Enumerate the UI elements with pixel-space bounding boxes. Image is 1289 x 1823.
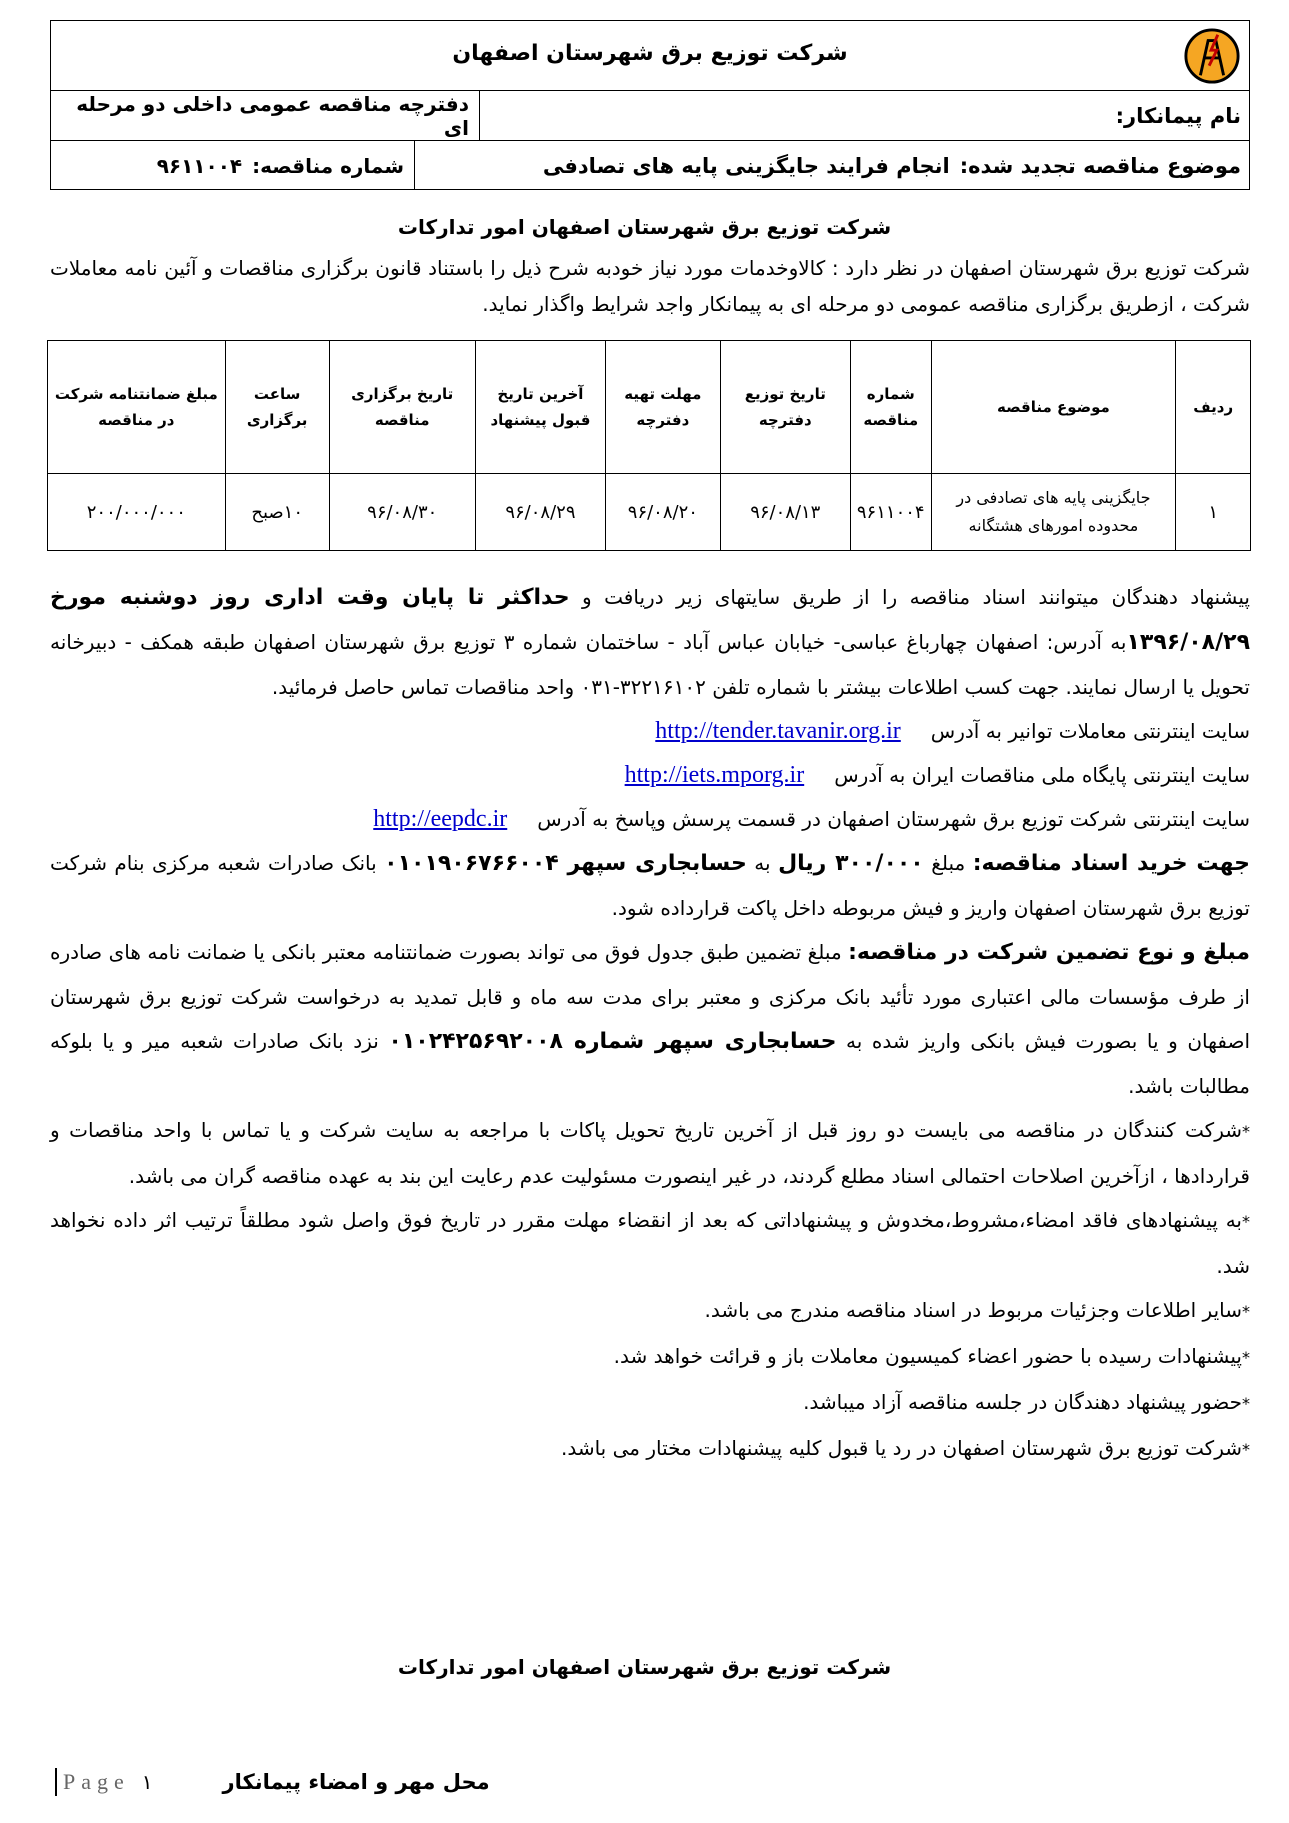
table-header-row [48, 341, 1251, 474]
link-tavanir[interactable]: http://tender.tavanir.org.ir [655, 718, 901, 744]
purchase-text-b: به [746, 851, 779, 875]
site-line-eepdc [50, 797, 1250, 841]
cell-holding-time: ۱۰صبح [225, 474, 329, 551]
site-label-iets: سایت اینترنتی پایگاه ملی مناقصات ایران به آدرس [834, 763, 1250, 787]
submission-deadline: حداکثر تا پایان وقت اداری روز دوشنبه مورخ ۱۳۹۶/۰۸/۲۹ [50, 585, 1250, 655]
purchase-text-a: مبلغ [923, 851, 973, 875]
page-divider [55, 1768, 57, 1796]
col-prep-deadline: مهلت تهیه دفترچه [606, 341, 721, 474]
item-text: به پیشنهادهای فاقد امضاء،مشروط،مخدوش و پیشنهاداتی که بعد از انقضاء مهلت مقرر در تاریخ فوق واصل شود مطلقاً ترتیب اثر داده نخواهد شد. [50, 1208, 1250, 1278]
document-body [50, 575, 1250, 1472]
link-iets[interactable]: http://iets.mporg.ir [624, 762, 805, 788]
subject-cell [414, 141, 1249, 190]
contractor-cell [479, 91, 1249, 140]
item-text: پیشنهادات رسیده با حضور اعضاء کمیسیون معاملات باز و قرائت خواهد شد. [613, 1344, 1242, 1368]
cell-holding-date: ۹۶/۰۸/۳۰ [329, 474, 475, 551]
col-last-date: آخرین تاریخ قبول پیشنهاد [475, 341, 605, 474]
purchase-text-c: بانک صادرات شعبه مرکزی بنام شرکت توزیع برق شهرستان اصفهان واریز و فیش مربوطه داخل پاکت قرارداده شود. [50, 851, 1250, 920]
tender-number-cell [51, 141, 414, 190]
contractor-label: نام پیمانکار: [1115, 103, 1241, 128]
guarantee-label: مبلغ و نوع تضمین شرکت در مناقصه: [848, 940, 1250, 965]
site-line-tavanir [50, 709, 1250, 753]
header-row-subject [51, 141, 1249, 190]
cell-distribution-date: ۹۶/۰۸/۱۳ [720, 474, 850, 551]
tender-table [47, 340, 1251, 551]
footer-title: شرکت توزیع برق شهرستان اصفهان امور تدارکات [397, 1655, 892, 1679]
col-number: شماره مناقصه [850, 341, 931, 474]
subject-value: انجام فرایند جایگزینی پایه های تصادفی [542, 153, 950, 178]
cell-subject: جایگزینی پایه های تصادفی در محدوده امورهای هشتگانه [931, 474, 1176, 551]
cell-guarantee: ۲۰۰/۰۰۰/۰۰۰ [48, 474, 226, 551]
link-eepdc[interactable]: http://eepdc.ir [373, 806, 508, 832]
tender-number-label: شماره مناقصه: [252, 153, 404, 178]
cell-prep-deadline: ۹۶/۰۸/۲۰ [606, 474, 721, 551]
header-row-contractor [51, 91, 1249, 141]
list-item: *سایر اطلاعات وجزئیات مربوط در اسناد مناقصه مندرج می باشد. [704, 1298, 1250, 1322]
col-row: ردیف [1176, 341, 1251, 474]
booklet-title: دفترچه مناقصه عمومی داخلی دو مرحله ای [76, 91, 469, 140]
document-header [50, 20, 1250, 190]
page-number: ۱ [141, 1770, 153, 1794]
page-footer [55, 1765, 1255, 1799]
signature-label: محل مهر و امضاء پیمانکار [222, 1770, 490, 1794]
list-item: *پیشنهادات رسیده با حضور اعضاء کمیسیون معاملات باز و قرائت خواهد شد. [613, 1344, 1250, 1368]
guarantee-paragraph [50, 930, 1250, 1108]
list-item: *به پیشنهادهای فاقد امضاء،مشروط،مخدوش و پیشنهاداتی که بعد از انقضاء مهلت مقرر در تاریخ فوق واصل شود مطلقاً ترتیب اثر داده نخواهد شد. [50, 1208, 1250, 1278]
col-subject: موضوع مناقصه [931, 341, 1176, 474]
tender-number-value: ۹۶۱۱۰۰۴ [156, 153, 243, 178]
col-distribution-date: تاریخ توزیع دفترچه [720, 341, 850, 474]
list-item: *حضور پیشنهاد دهندگان در جلسه مناقصه آزاد میباشد. [803, 1390, 1250, 1414]
cell-number: ۹۶۱۱۰۰۴ [850, 474, 931, 551]
purchase-amount: ۳۰۰/۰۰۰ ریال [778, 851, 924, 876]
procurement-subtitle: شرکت توزیع برق شهرستان اصفهان امور تدارکات [397, 215, 892, 239]
guarantee-text-b: نزد بانک صادرات شعبه میر و یا بلوکه مطالبات باشد. [50, 1029, 1250, 1098]
site-label-tavanir: سایت اینترنتی معاملات توانیر به آدرس [930, 719, 1250, 743]
site-label-eepdc: سایت اینترنتی شرکت توزیع برق شهرستان اصفهان در قسمت پرسش وپاسخ به آدرس [537, 807, 1250, 831]
table-row [48, 474, 1251, 551]
page-label: Page [63, 1769, 130, 1794]
col-holding-date: تاریخ برگزاری مناقصه [329, 341, 475, 474]
list-item: *شرکت کنندگان در مناقصه می بایست دو روز قبل از آخرین تاریخ تحویل پاکات با مراجعه به سایت شرکت و یا تماس با واحد مناقصات و قراردادها ، ازآخرین اصلاحات احتمالی اسناد مطلع گردند، در غیر اینصورت مسئولیت عدم رعایت این بند به عهده مناقصه گران می باشد. [50, 1118, 1250, 1188]
site-line-iets [50, 753, 1250, 797]
submission-text-b: به آدرس: اصفهان چهارباغ عباسی- خیابان عباس آباد - ساختمان شماره ۳ توزیع برق شهرستان اصفهان طبقه همکف - دبیرخانه تحویل یا ارسال نمایند. جهت کسب اطلاعات بیشتر با شماره تلفن ۳۲۲۱۶۱۰۲-۰۳۱ واحد مناقصات تماس حاصل فرمائید. [50, 630, 1250, 699]
submission-text-a: پیشنهاد دهندگان میتوانند اسناد مناقصه را از طریق سایتهای زیر دریافت و [569, 585, 1250, 609]
subject-label: موضوع مناقصه تجدید شده: [959, 153, 1241, 178]
header-row-company [51, 21, 1249, 91]
cell-row: ۱ [1176, 474, 1251, 551]
intro-paragraph: شرکت توزیع برق شهرستان اصفهان در نظر دارد : کالاوخدمات مورد نیاز خودبه شرح ذیل را باستناد قانون برگزاری مناقصات و آئین نامه معاملات شرکت ، ازطریق برگزاری مناقصه عمومی دو مرحله ای به پیمانکار واجد شرایط واگذار نماید. [50, 256, 1250, 316]
item-text: شرکت توزیع برق شهرستان اصفهان در رد یا قبول کلیه پیشنهادات مختار می باشد. [560, 1436, 1242, 1460]
purchase-label: جهت خرید اسناد مناقصه: [972, 851, 1251, 876]
cell-last-date: ۹۶/۰۸/۲۹ [475, 474, 605, 551]
list-item: *شرکت توزیع برق شهرستان اصفهان در رد یا قبول کلیه پیشنهادات مختار می باشد. [560, 1436, 1250, 1460]
col-holding-time: ساعت برگزاری [225, 341, 329, 474]
purchase-account: حسابجاری سپهر ۰۱۰۱۹۰۶۷۶۶۰۰۴ [384, 851, 747, 876]
item-text: شرکت کنندگان در مناقصه می بایست دو روز قبل از آخرین تاریخ تحویل پاکات با مراجعه به سایت شرکت و یا تماس با واحد مناقصات و قراردادها ، ازآخرین اصلاحات احتمالی اسناد مطلع گردند، در غیر اینصورت مسئولیت عدم رعایت این بند به عهده مناقصه گران می باشد. [50, 1118, 1250, 1188]
item-text: سایر اطلاعات وجزئیات مربوط در اسناد مناقصه مندرج می باشد. [704, 1298, 1242, 1322]
item-text: حضور پیشنهاد دهندگان در جلسه مناقصه آزاد میباشد. [803, 1390, 1242, 1414]
guarantee-text-a: مبلغ تضمین طبق جدول فوق می تواند بصورت ضمانتنامه معتبر بانکی یا ضمانت نامه های صادره از طرف مؤسسات مالی اعتباری مورد تأئید بانک مرکزی و معتبر برای مدت سه ماه و قابل تمدید به درخواست شرکت توزیع برق شهرستان اصفهان و یا بصورت فیش بانکی واریز شده به [50, 940, 1250, 1053]
purchase-paragraph [50, 841, 1250, 930]
company-title: شرکت توزیع برق شهرستان اصفهان [452, 41, 848, 66]
col-guarantee: مبلغ ضمانتنامه شرکت در مناقصه [48, 341, 226, 474]
submission-paragraph [50, 575, 1250, 709]
guarantee-account: حسابجاری سپهر شماره ۰۱۰۲۴۲۵۶۹۲۰۰۸ [388, 1029, 837, 1054]
